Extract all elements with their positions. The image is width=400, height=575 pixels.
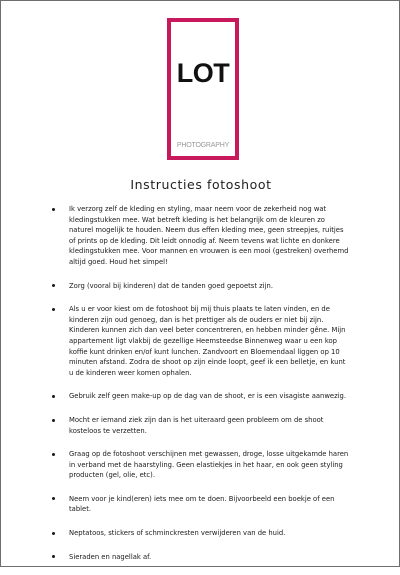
instruction-text: Ik verzorg zelf de kleding en styling, maar neem voor de zekerheid nog wat kledingstukken mee. Wat betreft kleding is het belangrijk om de kleuren zo naturel mogelijk te houden. Neem dus effen kleding mee, geen streepjes, ruitjes of prints op de kleding. Dit leidt onnodig af. Neem tevens wat lichte en donkere kledingstukken mee. Voor mannen en vrouwen is een mooi (gestreken) overhemd altijd goed. Houd het simpel! (69, 205, 349, 266)
instruction-item (52, 528, 350, 539)
instruction-text: Neptatoos, stickers of schminckresten verwijderen van de huid. (69, 529, 286, 538)
lot-photography-logo (167, 18, 239, 160)
logo-word: LOT (176, 58, 230, 88)
instruction-text: Graag op de fotoshoot verschijnen met gewassen, droge, losse uitgekamde haren in verband met de haarstyling. Geen elastiekjes in het haar, en ook geen styling producten (gel, olie, etc). (69, 450, 349, 480)
instruction-item (52, 204, 350, 268)
bullet-dot-icon (52, 208, 55, 211)
instruction-list (52, 204, 350, 575)
bullet-dot-icon (52, 284, 55, 287)
bullet-dot-icon (52, 497, 55, 500)
document-title: Instructies fotoshoot (130, 177, 272, 192)
instruction-item (52, 552, 350, 563)
instruction-item (52, 415, 350, 436)
instruction-item (52, 391, 350, 402)
instruction-text: Neem voor je kind(eren) iets mee om te doen. Bijvoorbeeld een boekje of een tablet. (69, 494, 335, 514)
instruction-text: Gebruik zelf geen make-up op de dag van de shoot, er is een visagiste aanwezig. (69, 392, 347, 401)
bullet-dot-icon (52, 308, 55, 311)
bullet-dot-icon (52, 532, 55, 535)
instruction-item (52, 281, 350, 292)
instruction-item (52, 449, 350, 481)
instruction-text: Sieraden en nagellak af. (69, 552, 152, 561)
instruction-text: Mocht er iemand ziek zijn dan is het uiteraard geen probleem om de shoot kosteloos te verzetten. (69, 415, 324, 435)
bullet-dot-icon (52, 453, 55, 456)
instruction-text: Zorg (vooral bij kinderen) dat de tanden goed gepoetst zijn. (69, 281, 273, 290)
instruction-text: Als u er voor kiest om de fotoshoot bij mij thuis plaats te laten vinden, en de kinderen zijn oud genoeg, dan is het prettiger als de ouders er niet bij zijn. Kinderen kunnen zich dan veel beter concentreren, en hebben minder gêne. Mijn appartement ligt vlakbij de gezellige Heemsteedse Binnenweg waar u een kop koffie kunt drinken en/of kunt lunchen. Zandvoort en Bloemendaal liggen op 10 minuten afstand. Zodra de shoot op zijn einde loopt, geef ik een belletje, en kunt u de kinderen weer komen ophalen. (69, 305, 346, 377)
bullet-dot-icon (52, 419, 55, 422)
instruction-item (52, 304, 350, 378)
instruction-item (52, 494, 350, 515)
logo-subtitle: PHOTOGRAPHY (176, 142, 230, 149)
bullet-dot-icon (52, 555, 55, 558)
bullet-dot-icon (52, 395, 55, 398)
